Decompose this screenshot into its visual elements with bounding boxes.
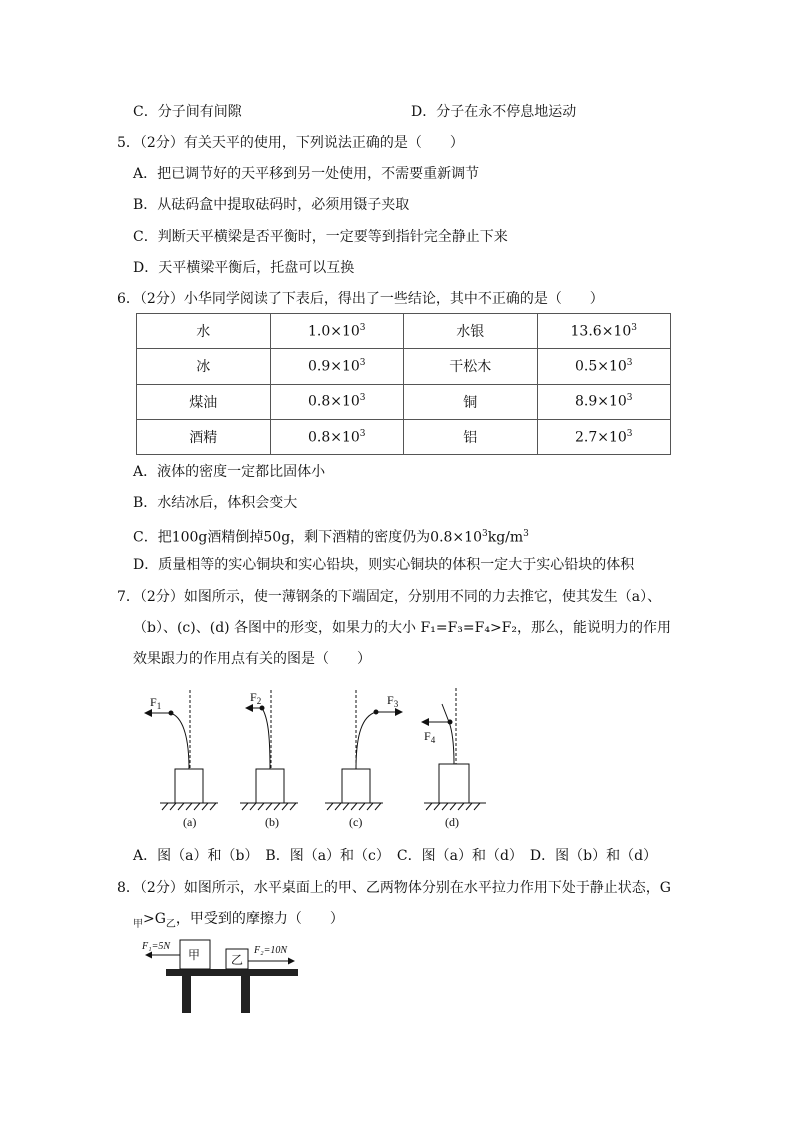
table-cell: 铝 [404,419,538,454]
q6-option-b: B．水结冰后，体积会变大 [133,495,298,511]
table-cell: 干松木 [404,349,538,384]
fig-label-c: (c) [349,815,363,829]
force-label-f4: $F_4$ [424,729,436,745]
table-row [137,314,671,349]
table-cell: 铜 [404,384,538,419]
block-yi-label: 乙 [231,953,244,967]
fig-label-b: (b) [265,815,279,829]
density-table [136,313,671,455]
table-cell: $0.8\times 10^3$ [270,384,404,419]
force-label-f1: $F_1$ [150,695,162,711]
table-figure [140,935,310,1015]
table-cell: 水 [137,314,271,349]
force-label-f2: $F_2$ [250,690,262,706]
panel-b [240,690,298,810]
q6-option-d: D．质量相等的实心铜块和实心铅块，则实心铜块的体积一定大于实心铅块的体积 [133,557,635,573]
force-label-f1-5n: F₁=5N [142,941,171,952]
q6-option-c: C．把100g酒精倒掉50g，剩下酒精的密度仍为$0.8\times 10^3kg/m^3$ [133,529,529,546]
panel-d [422,688,486,810]
q5-option-d: D．天平横梁平衡后，托盘可以互换 [133,260,355,276]
table-cell: $8.9\times 10^3$ [537,384,671,419]
q5-option-b: B．从砝码盒中提取砝码时，必须用镊子夹取 [133,197,410,213]
block-jia-label: 甲 [188,948,201,962]
table-cell: 水银 [404,314,538,349]
q8-stem-line2: $_甲>G_乙$，甲受到的摩擦力（ ） [133,911,344,930]
q7-stem-line3: 效果跟力的作用点有关的图是（ ） [133,651,371,667]
q4-option-d: D．分子在永不停息地运动 [411,104,577,120]
table-cell: 煤油 [137,384,271,419]
fig-label-a: (a) [183,815,197,829]
q6-stem: 6．（2分）小华同学阅读了下表后，得出了一些结论，其中不正确的是（ ） [117,291,604,307]
q4-option-c: C．分子间有间隙 [133,104,242,120]
table-row [137,349,671,384]
q7-options: A．图（a）和（b） B．图（a）和（c） C．图（a）和（d） D．图（b）和（d） [133,848,658,864]
table-cell: $0.8\times 10^3$ [270,419,404,454]
table-row [137,384,671,419]
table-cell: $2.7\times 10^3$ [537,419,671,454]
q5-option-c: C．判断天平横梁是否平衡时，一定要等到指针完全静止下来 [133,229,508,245]
q7-stem-line2: （b）、(c)、(d) 各图中的形变，如果力的大小 F₁=F₃=F₄>F₂，那么，能说明力的作用 [133,620,672,636]
q5-stem: 5．（2分）有关天平的使用，下列说法正确的是（ ） [117,135,464,151]
q7-stem-line1: 7．（2分）如图所示，使一薄钢条的下端固定，分别用不同的力去推它，使其发生（a）、 [117,589,662,605]
force-label-f2-10n: F₂=10N [254,945,288,956]
q5-option-a: A．把已调节好的天平移到另一处使用，不需要重新调节 [133,166,480,182]
panel-c [325,690,402,810]
table-cell: $13.6\times 10^3$ [537,314,671,349]
table-row [137,419,671,454]
table-cell: 冰 [137,349,271,384]
q6-option-a: A．液体的密度一定都比固体小 [133,464,326,480]
table-cell: 酒精 [137,419,271,454]
table-cell: $0.9\times 10^3$ [270,349,404,384]
steel-strip-figure [140,680,500,835]
table-cell: $1.0\times 10^3$ [270,314,404,349]
q8-stem-line1: 8．（2分）如图所示，水平桌面上的甲、乙两物体分别在水平拉力作用下处于静止状态，G [117,880,671,896]
force-label-f3: $F_3$ [387,693,399,709]
fig-label-d: (d) [445,815,459,829]
table-cell: $0.5\times 10^3$ [537,349,671,384]
